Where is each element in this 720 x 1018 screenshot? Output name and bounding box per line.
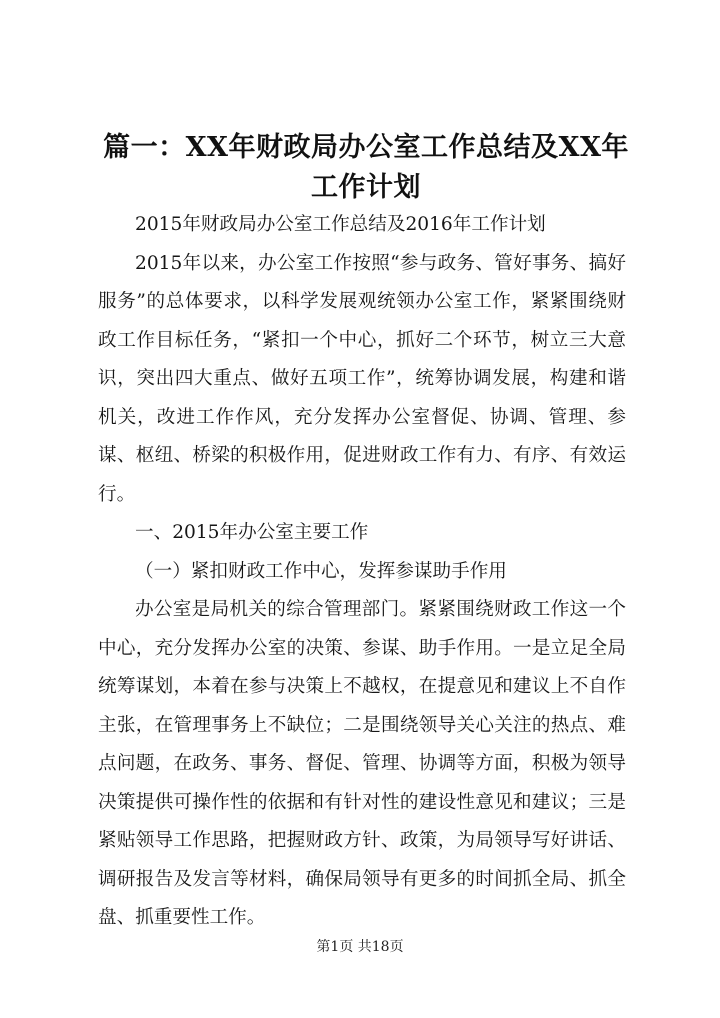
document-title: 篇一：XX年财政局办公室工作总结及XX年工作计划: [103, 132, 629, 203]
section-paragraph: 办公室是局机关的综合管理部门。紧紧围绕财政工作这一个中心，充分发挥办公室的决策、参谋、助手作用。一是立足全局统筹谋划，本着在参与决策上不越权，在提意见和建议上不自作主张，在管理事务上不缺位；二是围绕领导关心关注的热点、难点问题，在政务、事务、督促、管理、协调等方面，积极为领导决策提供可操作性的依据和有针对性的建设性意见和建议；三是紧贴领导工作思路，把握财政方针、政策，为局领导写好讲话、调研报告及发言等材料，确保局领导有更多的时间抓全局、抓全盘、抓重要性工作。: [98, 599, 626, 928]
subsection-heading: （一）紧扣财政工作中心，发挥参谋助手作用: [135, 560, 507, 582]
document-subtitle: 2015年财政局办公室工作总结及2016年工作计划: [135, 214, 546, 235]
document-body: [98, 206, 626, 938]
page-footer: [0, 937, 720, 957]
section-heading: 一、2015年办公室主要工作: [135, 522, 369, 543]
page-indicator: 第1页 共18页: [316, 939, 404, 955]
intro-paragraph: 2015年以来，办公室工作按照“参与政务、管好事务、搞好服务”的总体要求，以科学发展观统领办公室工作，紧紧围绕财政工作目标任务，“紧扣一个中心，抓好二个环节，树立三大意识，突出四大重点、做好五项工作”，统筹协调发展，构建和谐机关，改进工作作风，充分发挥办公室督促、协调、管理、参谋、枢纽、桥梁的积极作用，促进财政工作有力、有序、有效运行。: [98, 252, 626, 505]
